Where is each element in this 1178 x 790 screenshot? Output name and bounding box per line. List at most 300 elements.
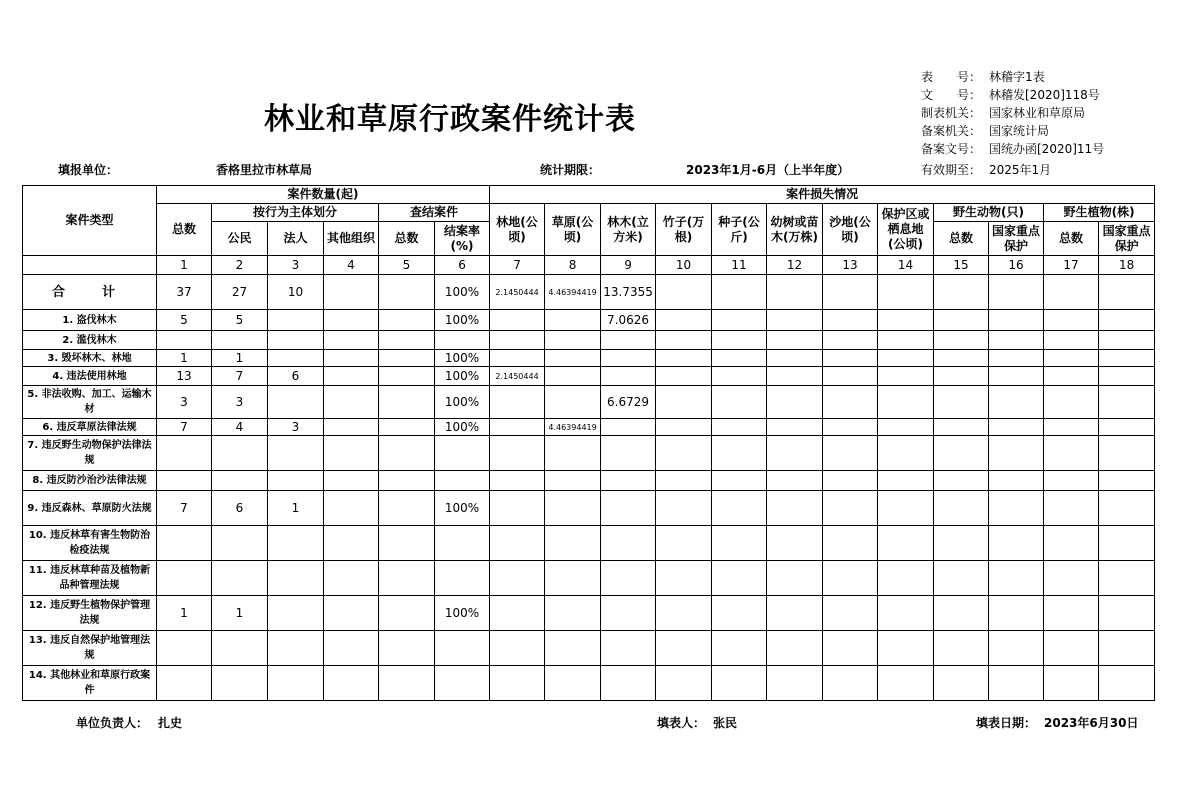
cell-col-17	[1044, 561, 1099, 596]
cell-col-17	[1044, 666, 1099, 701]
column-number-cell: 5	[379, 256, 435, 275]
cell-col-1: 7	[157, 419, 212, 436]
cell-col-13	[823, 331, 878, 350]
table-row	[23, 310, 1155, 331]
cell-col-3	[268, 631, 324, 666]
valid-label: 有效期至：	[921, 163, 982, 177]
cell-col-5	[379, 310, 435, 331]
cell-col-10	[656, 386, 712, 419]
column-number-cell: 11	[712, 256, 767, 275]
case-type-label: 14. 其他林业和草原行政案件	[23, 666, 157, 701]
cell-col-5	[379, 526, 435, 561]
cell-col-16	[989, 350, 1044, 367]
header-citizen: 公民	[212, 222, 268, 256]
cell-col-2: 1	[212, 596, 268, 631]
cell-col-16	[989, 491, 1044, 526]
cell-col-6: 100%	[435, 275, 490, 310]
cell-col-18	[1099, 666, 1155, 701]
cell-col-12	[767, 367, 823, 386]
cell-col-8: 4.46394419	[545, 275, 601, 310]
cell-col-12	[767, 471, 823, 491]
date-label: 填表日期：	[976, 716, 1037, 730]
cell-col-16	[989, 596, 1044, 631]
cell-col-14	[878, 471, 934, 491]
cell-col-8	[545, 350, 601, 367]
cell-col-1: 3	[157, 386, 212, 419]
cell-col-1	[157, 526, 212, 561]
cell-col-2: 4	[212, 419, 268, 436]
cell-col-8	[545, 561, 601, 596]
cell-col-17	[1044, 331, 1099, 350]
cell-col-11	[712, 561, 767, 596]
cell-col-9	[601, 436, 656, 471]
cell-col-7	[490, 471, 545, 491]
column-number-cell: 18	[1099, 256, 1155, 275]
cell-col-11	[712, 596, 767, 631]
cell-col-14	[878, 491, 934, 526]
cell-col-1: 13	[157, 367, 212, 386]
column-number-cell	[23, 256, 157, 275]
cell-col-9	[601, 526, 656, 561]
cell-col-8	[545, 331, 601, 350]
table-row	[23, 491, 1155, 526]
cell-col-17	[1044, 471, 1099, 491]
cell-col-12	[767, 631, 823, 666]
valid-value: 2025年1月	[989, 163, 1052, 177]
cell-col-4	[324, 526, 379, 561]
case-type-label: 3. 毁坏林木、林地	[23, 350, 157, 367]
cell-col-10	[656, 436, 712, 471]
cell-col-12	[767, 310, 823, 331]
column-number-cell: 17	[1044, 256, 1099, 275]
cell-col-14	[878, 436, 934, 471]
cell-col-1: 5	[157, 310, 212, 331]
case-type-label: 8. 违反防沙治沙法律法规	[23, 471, 157, 491]
cell-col-14	[878, 331, 934, 350]
cell-col-13	[823, 471, 878, 491]
cell-col-4	[324, 275, 379, 310]
cell-col-4	[324, 331, 379, 350]
table-row	[23, 666, 1155, 701]
cell-col-5	[379, 491, 435, 526]
cell-col-11	[712, 367, 767, 386]
case-type-label: 4. 违法使用林地	[23, 367, 157, 386]
cell-col-18	[1099, 310, 1155, 331]
cell-col-6	[435, 666, 490, 701]
cell-col-13	[823, 350, 878, 367]
cell-col-3	[268, 350, 324, 367]
cell-col-16	[989, 367, 1044, 386]
cell-col-10	[656, 471, 712, 491]
cell-col-3	[268, 526, 324, 561]
table-row	[23, 367, 1155, 386]
cell-col-15	[934, 631, 989, 666]
cell-col-1	[157, 561, 212, 596]
column-number-cell: 3	[268, 256, 324, 275]
cell-col-2	[212, 561, 268, 596]
cell-col-4	[324, 471, 379, 491]
cell-col-15	[934, 436, 989, 471]
header-other-org: 其他组织	[324, 222, 379, 256]
cell-col-10	[656, 666, 712, 701]
cell-col-14	[878, 419, 934, 436]
cell-col-14	[878, 275, 934, 310]
cell-col-3: 6	[268, 367, 324, 386]
column-number-cell: 14	[878, 256, 934, 275]
header-animals-key: 国家重点保护	[989, 222, 1044, 256]
cell-col-8	[545, 367, 601, 386]
cell-col-13	[823, 419, 878, 436]
form-meta	[921, 68, 1104, 158]
cell-col-13	[823, 526, 878, 561]
case-type-label: 12. 违反野生植物保护管理法规	[23, 596, 157, 631]
table-row	[23, 436, 1155, 471]
header-plants-total: 总数	[1044, 222, 1099, 256]
column-number-cell: 8	[545, 256, 601, 275]
cell-col-18	[1099, 419, 1155, 436]
cell-col-3	[268, 471, 324, 491]
cell-col-12	[767, 596, 823, 631]
table-row	[23, 331, 1155, 350]
cell-col-6	[435, 561, 490, 596]
cell-col-17	[1044, 367, 1099, 386]
cell-col-6: 100%	[435, 596, 490, 631]
filler-value: 张民	[713, 716, 738, 730]
cell-col-11	[712, 350, 767, 367]
cell-col-2	[212, 331, 268, 350]
column-number-cell: 15	[934, 256, 989, 275]
period-label: 统计期限：	[540, 163, 601, 177]
cell-col-16	[989, 331, 1044, 350]
cell-col-7	[490, 436, 545, 471]
cell-col-6: 100%	[435, 350, 490, 367]
cell-col-12	[767, 526, 823, 561]
cell-col-16	[989, 666, 1044, 701]
unit-value: 香格里拉市林草局	[216, 163, 313, 177]
cell-col-12	[767, 491, 823, 526]
cell-col-17	[1044, 436, 1099, 471]
cell-col-13	[823, 561, 878, 596]
cell-col-2: 5	[212, 310, 268, 331]
cell-col-8	[545, 491, 601, 526]
cell-col-15	[934, 419, 989, 436]
cell-col-5	[379, 471, 435, 491]
cell-col-10	[656, 526, 712, 561]
cell-col-10	[656, 331, 712, 350]
case-type-label: 10. 违反林草有害生物防治检疫法规	[23, 526, 157, 561]
header-case-loss: 案件损失情况	[490, 186, 1155, 204]
cell-col-11	[712, 631, 767, 666]
statistics-table	[22, 185, 1155, 701]
cell-col-17	[1044, 631, 1099, 666]
cell-col-4	[324, 491, 379, 526]
case-type-label: 13. 违反自然保护地管理法规	[23, 631, 157, 666]
cell-col-7: 2.1450444	[490, 367, 545, 386]
cell-col-10	[656, 561, 712, 596]
cell-col-5	[379, 386, 435, 419]
cell-col-12	[767, 436, 823, 471]
cell-col-8	[545, 310, 601, 331]
header-animals-total: 总数	[934, 222, 989, 256]
cell-col-6	[435, 526, 490, 561]
cell-col-15	[934, 491, 989, 526]
cell-col-7	[490, 419, 545, 436]
cell-col-2: 27	[212, 275, 268, 310]
cell-col-11	[712, 491, 767, 526]
page-title: 林业和草原行政案件统计表	[264, 102, 636, 137]
cell-col-11	[712, 310, 767, 331]
meta-row: 备案文号： 国统办函[2020]11号	[921, 142, 1105, 156]
header-wild-plants: 野生植物(株)	[1044, 204, 1155, 222]
cell-col-17	[1044, 526, 1099, 561]
cell-col-3	[268, 436, 324, 471]
case-type-label: 合 计	[23, 275, 157, 310]
cell-col-9	[601, 419, 656, 436]
cell-col-16	[989, 419, 1044, 436]
case-type-label: 9. 违反森林、草原防火法规	[23, 491, 157, 526]
cell-col-18	[1099, 561, 1155, 596]
cell-col-7	[490, 310, 545, 331]
cell-col-9	[601, 561, 656, 596]
cell-col-7	[490, 331, 545, 350]
cell-col-7	[490, 631, 545, 666]
cell-col-15	[934, 561, 989, 596]
cell-col-5	[379, 666, 435, 701]
cell-col-15	[934, 310, 989, 331]
cell-col-7	[490, 386, 545, 419]
cell-col-11	[712, 386, 767, 419]
header-closed: 查结案件	[379, 204, 490, 222]
cell-col-13	[823, 596, 878, 631]
cell-col-18	[1099, 331, 1155, 350]
cell-col-14	[878, 350, 934, 367]
cell-col-6: 100%	[435, 367, 490, 386]
cell-col-8	[545, 666, 601, 701]
cell-col-14	[878, 386, 934, 419]
case-type-label: 11. 违反林草种苗及植物新品种管理法规	[23, 561, 157, 596]
filler-label: 填表人：	[657, 716, 706, 730]
cell-col-17	[1044, 491, 1099, 526]
cell-col-2	[212, 666, 268, 701]
cell-col-15	[934, 596, 989, 631]
table-row	[23, 596, 1155, 631]
cell-col-16	[989, 310, 1044, 331]
cell-col-6	[435, 436, 490, 471]
header-by-subject: 按行为主体划分	[212, 204, 379, 222]
meta-row: 备案机关： 国家统计局	[921, 124, 1050, 138]
cell-col-9	[601, 367, 656, 386]
cell-col-3: 10	[268, 275, 324, 310]
header-total: 总数	[157, 204, 212, 256]
cell-col-4	[324, 367, 379, 386]
cell-col-10	[656, 631, 712, 666]
cell-col-11	[712, 526, 767, 561]
column-number-row	[23, 256, 1155, 275]
cell-col-3: 1	[268, 491, 324, 526]
header-case-type: 案件类型	[23, 186, 157, 256]
cell-col-3	[268, 596, 324, 631]
cell-col-8	[545, 386, 601, 419]
cell-col-15	[934, 471, 989, 491]
column-number-cell: 10	[656, 256, 712, 275]
cell-col-12	[767, 275, 823, 310]
cell-col-5	[379, 631, 435, 666]
cell-col-4	[324, 386, 379, 419]
cell-col-9: 13.7355	[601, 275, 656, 310]
cell-col-1: 37	[157, 275, 212, 310]
cell-col-9	[601, 596, 656, 631]
cell-col-11	[712, 666, 767, 701]
cell-col-3	[268, 331, 324, 350]
cell-col-1: 7	[157, 491, 212, 526]
cell-col-6: 100%	[435, 310, 490, 331]
cell-col-18	[1099, 471, 1155, 491]
cell-col-16	[989, 386, 1044, 419]
column-number-cell: 9	[601, 256, 656, 275]
cell-col-2: 7	[212, 367, 268, 386]
cell-col-13	[823, 310, 878, 331]
cell-col-13	[823, 386, 878, 419]
cell-col-13	[823, 436, 878, 471]
cell-col-3	[268, 666, 324, 701]
cell-col-10	[656, 275, 712, 310]
cell-col-13	[823, 275, 878, 310]
cell-col-12	[767, 331, 823, 350]
cell-col-15	[934, 666, 989, 701]
case-type-label: 1. 盗伐林木	[23, 310, 157, 331]
cell-col-17	[1044, 310, 1099, 331]
case-type-label: 6. 违反草原法律法规	[23, 419, 157, 436]
cell-col-16	[989, 471, 1044, 491]
cell-col-3	[268, 386, 324, 419]
cell-col-8	[545, 471, 601, 491]
header-closed-total: 总数	[379, 222, 435, 256]
case-type-label: 5. 非法收购、加工、运输木材	[23, 386, 157, 419]
table-row	[23, 471, 1155, 491]
unit-label: 填报单位：	[58, 163, 119, 177]
cell-col-13	[823, 491, 878, 526]
cell-col-4	[324, 561, 379, 596]
cell-col-16	[989, 526, 1044, 561]
cell-col-6	[435, 631, 490, 666]
cell-col-18	[1099, 275, 1155, 310]
cell-col-7	[490, 561, 545, 596]
cell-col-16	[989, 436, 1044, 471]
cell-col-5	[379, 331, 435, 350]
cell-col-7	[490, 491, 545, 526]
cell-col-5	[379, 350, 435, 367]
cell-col-2	[212, 631, 268, 666]
meta-row: 制表机关： 国家林业和草原局	[921, 106, 1086, 120]
cell-col-12	[767, 419, 823, 436]
cell-col-6	[435, 471, 490, 491]
cell-col-12	[767, 561, 823, 596]
cell-col-12	[767, 666, 823, 701]
cell-col-14	[878, 561, 934, 596]
cell-col-8	[545, 631, 601, 666]
header-case-count: 案件数量(起)	[157, 186, 490, 204]
cell-col-11	[712, 419, 767, 436]
cell-col-1	[157, 331, 212, 350]
cell-col-2: 1	[212, 350, 268, 367]
cell-col-1	[157, 436, 212, 471]
cell-col-5	[379, 367, 435, 386]
cell-col-17	[1044, 350, 1099, 367]
cell-col-2	[212, 526, 268, 561]
period-value: 2023年1月-6月（上半年度）	[686, 163, 850, 177]
cell-col-2: 6	[212, 491, 268, 526]
cell-col-11	[712, 331, 767, 350]
cell-col-5	[379, 596, 435, 631]
cell-col-11	[712, 436, 767, 471]
cell-col-18	[1099, 526, 1155, 561]
case-type-label: 2. 滥伐林木	[23, 331, 157, 350]
cell-col-12	[767, 386, 823, 419]
cell-col-16	[989, 275, 1044, 310]
cell-col-18	[1099, 367, 1155, 386]
table-row	[23, 350, 1155, 367]
cell-col-15	[934, 350, 989, 367]
cell-col-16	[989, 561, 1044, 596]
header-wild-animals: 野生动物(只)	[934, 204, 1044, 222]
cell-col-5	[379, 419, 435, 436]
cell-col-7	[490, 666, 545, 701]
cell-col-4	[324, 419, 379, 436]
table-row	[23, 386, 1155, 419]
cell-col-14	[878, 596, 934, 631]
cell-col-4	[324, 350, 379, 367]
cell-col-4	[324, 596, 379, 631]
cell-col-14	[878, 631, 934, 666]
cell-col-2: 3	[212, 386, 268, 419]
cell-col-13	[823, 631, 878, 666]
cell-col-9	[601, 471, 656, 491]
cell-col-1: 1	[157, 350, 212, 367]
cell-col-10	[656, 419, 712, 436]
cell-col-13	[823, 367, 878, 386]
header-plants-key: 国家重点保护	[1099, 222, 1155, 256]
header-sand-land: 沙地(公顷)	[823, 204, 878, 256]
cell-col-6: 100%	[435, 491, 490, 526]
head-value: 扎史	[158, 716, 183, 730]
cell-col-15	[934, 331, 989, 350]
cell-col-1	[157, 666, 212, 701]
cell-col-9	[601, 350, 656, 367]
cell-col-13	[823, 666, 878, 701]
header-bamboo: 竹子(万根)	[656, 204, 712, 256]
cell-col-18	[1099, 596, 1155, 631]
header-timber: 林木(立方米)	[601, 204, 656, 256]
cell-col-9	[601, 331, 656, 350]
column-number-cell: 1	[157, 256, 212, 275]
table-row	[23, 419, 1155, 436]
meta-row: 表 号： 林稽字1表	[921, 70, 1045, 84]
column-number-cell: 13	[823, 256, 878, 275]
cell-col-4	[324, 436, 379, 471]
cell-col-1: 1	[157, 596, 212, 631]
header-close-rate: 结案率(%)	[435, 222, 490, 256]
column-number-cell: 2	[212, 256, 268, 275]
header-protected-area: 保护区或栖息地(公顷)	[878, 204, 934, 256]
cell-col-7: 2.1450444	[490, 275, 545, 310]
cell-col-17	[1044, 386, 1099, 419]
cell-col-8	[545, 596, 601, 631]
date-value: 2023年6月30日	[1044, 716, 1139, 730]
cell-col-10	[656, 367, 712, 386]
table-row	[23, 631, 1155, 666]
cell-col-17	[1044, 275, 1099, 310]
cell-col-10	[656, 596, 712, 631]
